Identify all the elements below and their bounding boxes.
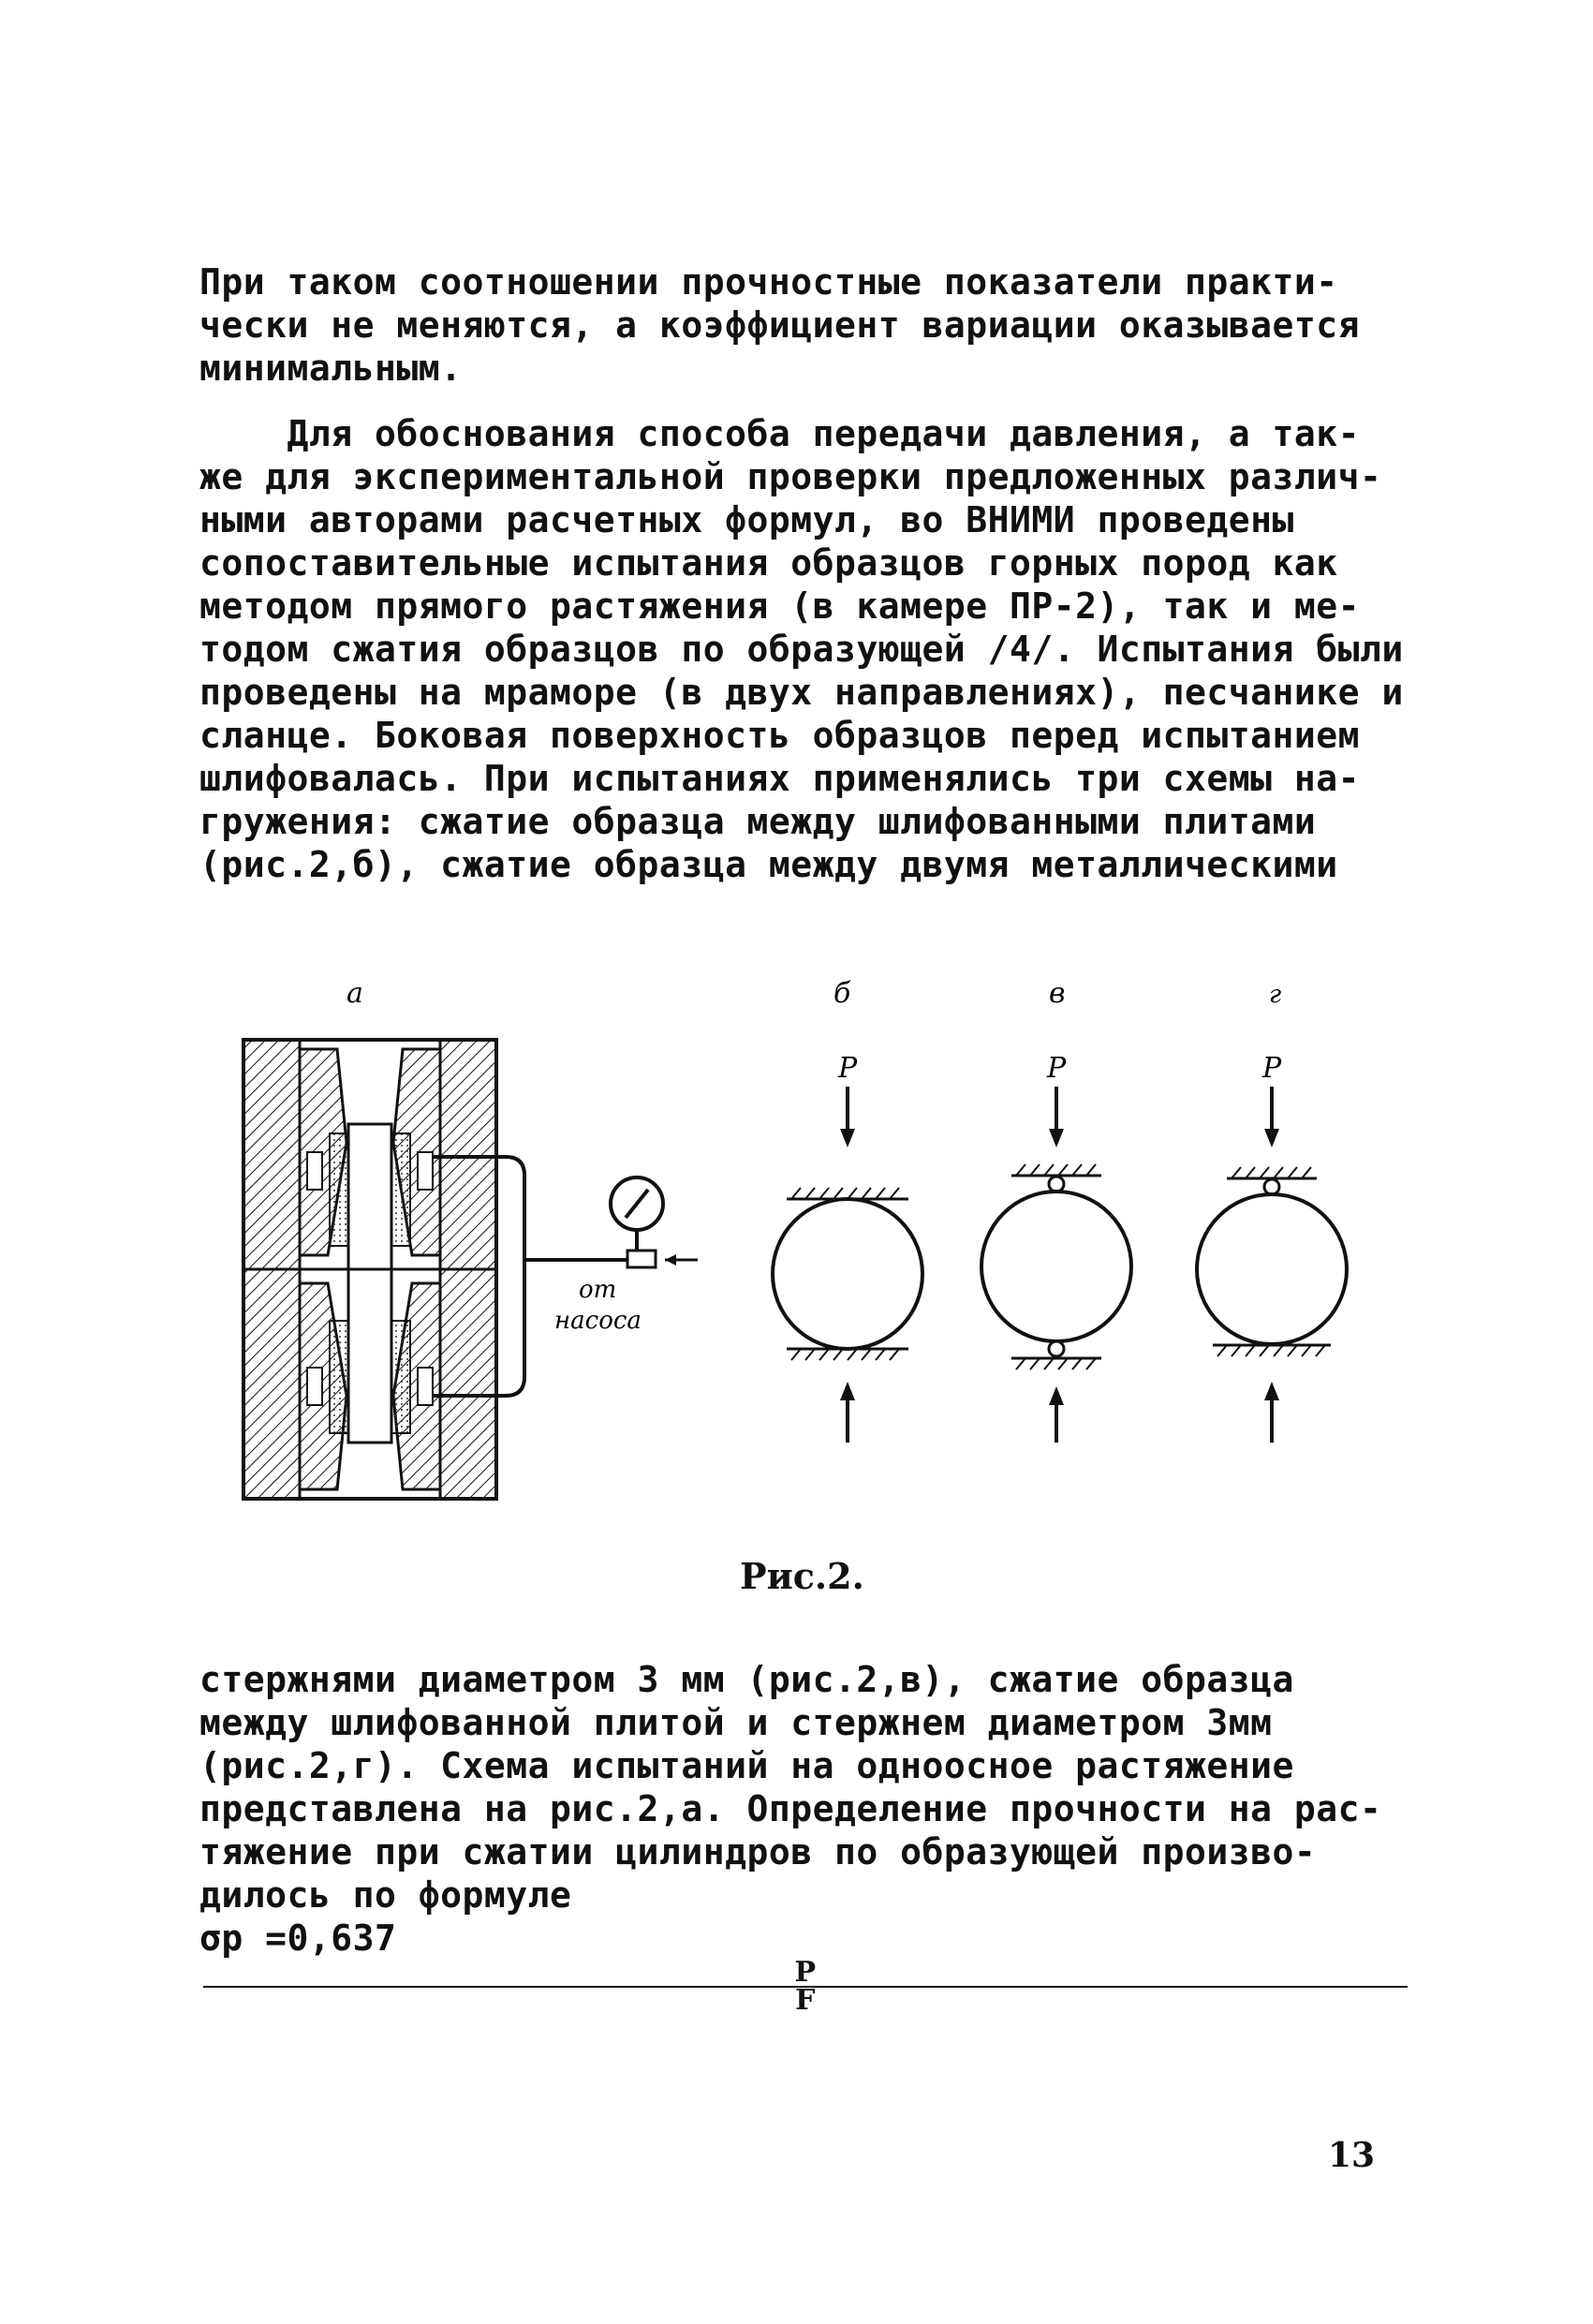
- arrow-down-icon: [1264, 1129, 1279, 1147]
- text-line: минимальным.: [199, 348, 463, 389]
- text-line: тодом сжатия образцов по образующей /4/. Испытания были: [199, 629, 1404, 670]
- pump-label-line2: насоса: [554, 1307, 642, 1335]
- load-label: P: [1047, 1052, 1067, 1085]
- text-line: (рис.2,г). Схема испытаний на одноосное растяжение: [199, 1745, 1294, 1786]
- scheme-b: [773, 1052, 922, 1443]
- paragraph-3: [199, 1658, 1408, 2017]
- arrow-down-icon: [1049, 1129, 1064, 1147]
- text-line: проведены на мраморе (в двух направлениях), песчанике и: [199, 672, 1404, 713]
- text-line: (рис.2,б), сжатие образца между двумя металлическими: [199, 844, 1338, 885]
- text-line: При таком соотношении прочностные показатели практи-: [199, 261, 1338, 303]
- text-line: между шлифованной плитой и стержнем диаметром 3мм: [199, 1702, 1273, 1743]
- scheme-g: [1197, 1052, 1347, 1443]
- figure-caption: Рис.2.: [740, 1555, 864, 1597]
- text-fragment: дилось по формуле: [199, 1874, 572, 1916]
- formula-denominator: F: [795, 1984, 816, 2017]
- arrow-up-icon: [840, 1382, 855, 1400]
- figure-test-schemes: [225, 974, 1367, 1536]
- arrow-down-icon: [840, 1129, 855, 1147]
- text-line: представлена на рис.2,а. Определение прочности на рас-: [199, 1788, 1382, 1829]
- text-line: гружения: сжатие образца между шлифованными плитами: [199, 801, 1317, 842]
- label-a: а: [347, 977, 363, 1010]
- text-line: методом прямого растяжения (в камере ПР-2), так и ме-: [199, 585, 1361, 627]
- text-line: чески не меняются, а коэффициент вариации оказывается: [199, 304, 1361, 346]
- text-line: сланце. Боковая поверхность образцов перед испытанием: [199, 715, 1361, 756]
- arrow-up-icon: [1264, 1382, 1279, 1400]
- pump-label-line1: от: [579, 1276, 617, 1304]
- formula: [199, 1917, 1408, 2017]
- label-b: б: [833, 977, 851, 1010]
- paragraph-1: [199, 260, 1408, 390]
- arrow-up-icon: [1049, 1386, 1064, 1405]
- text-line: же для экспериментальной проверки предложенных различ-: [199, 456, 1382, 497]
- scheme-v: [981, 1052, 1131, 1443]
- load-label: P: [838, 1052, 858, 1085]
- paragraph-2: [199, 412, 1408, 886]
- text-line: Для обоснования способа передачи давления, а так-: [199, 413, 1361, 454]
- pressure-gauge-icon: [611, 1177, 698, 1267]
- label-g: г: [1269, 981, 1282, 1009]
- page-number: 13: [1328, 2136, 1376, 2175]
- chamber-pr2: [243, 1040, 627, 1499]
- load-label: P: [1262, 1052, 1282, 1085]
- text-line-with-formula: [199, 1873, 1408, 2017]
- text-line: шлифовалась. При испытаниях применялись три схемы на-: [199, 758, 1361, 799]
- label-v: в: [1049, 977, 1066, 1010]
- formula-numerator: P: [203, 1960, 1408, 1988]
- text-line: ными авторами расчетных формул, во ВНИМИ проведены: [199, 499, 1294, 540]
- text-line: сопоставительные испытания образцов горных пород как: [199, 542, 1338, 584]
- formula-lhs: σр =0,637: [199, 1917, 397, 1959]
- formula-fraction: [203, 1956, 1408, 2017]
- text-line: тяжение при сжатии цилиндров по образующей произво-: [199, 1831, 1317, 1873]
- text-line: стержнями диаметром 3 мм (рис.2,в), сжатие образца: [199, 1659, 1294, 1700]
